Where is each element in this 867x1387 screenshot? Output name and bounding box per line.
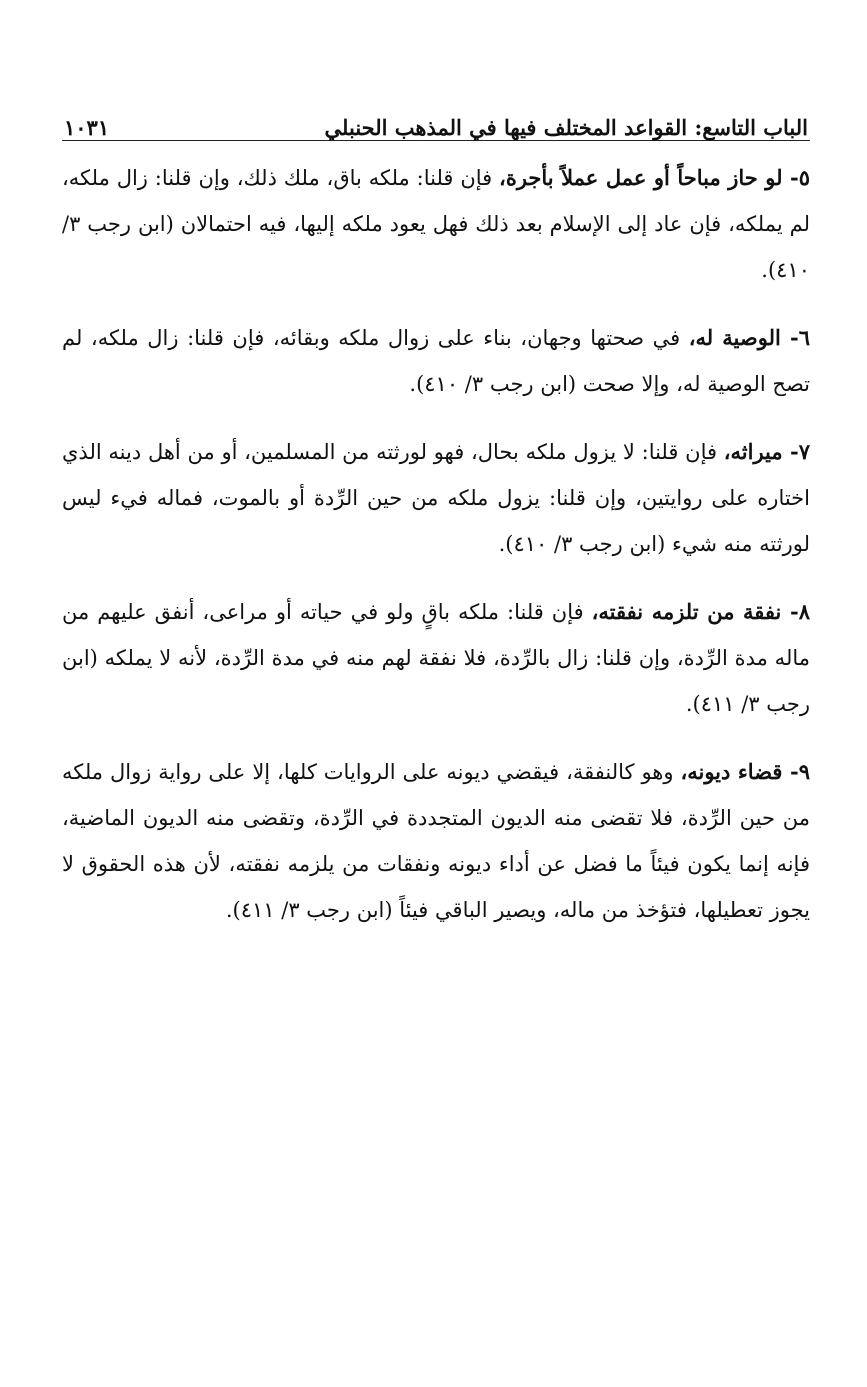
paragraph-text: فإن قلنا: ملكه باقٍ ولو في حياته أو مراعى، أنفق عليهم من ماله مدة الرِّدة، وإن قلنا: زال بالرِّدة، فلا نفقة لهم منه في مدة الرِّدة، لأنه لا يملكه (ابن رجب ٣/ ٤١١).	[62, 600, 810, 716]
paragraph-heading: ٦- الوصية له،	[688, 325, 810, 350]
paragraph-heading: ٥- لو حاز مباحاً أو عمل عملاً بأجرة،	[499, 165, 810, 190]
paragraph-text: في صحتها وجهان، بناء على زوال ملكه وبقائه، فإن قلنا: زال ملكه، لم تصح الوصية له، وإلا صحت (ابن رجب ٣/ ٤١٠).	[62, 326, 810, 396]
paragraph-text: فإن قلنا: لا يزول ملكه بحال، فهو لورثته من المسلمين، أو من أهل دينه الذي اختاره على روايتين، وإن قلنا: يزول ملكه من حين الرِّدة أو بالموت، فماله فيء ليس لورثته منه شيء (ابن رجب ٣/ ٤١٠).	[62, 440, 810, 556]
paragraph-heading: ٧- ميراثه،	[723, 439, 810, 464]
page	[62, 96, 810, 955]
paragraph-text: وهو كالنفقة، فيقضي ديونه على الروايات كلها، إلا على رواية زوال ملكه من حين الرِّدة، فلا تقضى منه الديون المتجددة في الرِّدة، وتقضى منه الديون الماضية، فإنه إنما يكون فيئاً ما فضل عن أداء ديونه ونفقات من يلزمه نفقته، لأن هذه الحقوق لا يجوز تعطيلها، فتؤخذ من ماله، ويصير الباقي فيئاً (ابن رجب ٣/ ٤١١).	[62, 760, 810, 922]
paragraph-8	[62, 589, 810, 727]
page-content	[62, 155, 810, 933]
paragraph-6	[62, 315, 810, 407]
running-header	[62, 96, 810, 141]
paragraph-heading: ٨- نفقة من تلزمه نفقته،	[591, 599, 811, 624]
paragraph-heading: ٩- قضاء ديونه،	[680, 759, 810, 784]
chapter-title: الباب التاسع: القواعد المختلف فيها في المذهب الحنبلي	[324, 115, 808, 140]
paragraph-9	[62, 749, 810, 933]
paragraph-5	[62, 155, 810, 293]
page-number: ١٠٣١	[64, 115, 110, 140]
paragraph-7	[62, 429, 810, 567]
paragraph-text: فإن قلنا: ملكه باق، ملك ذلك، وإن قلنا: زال ملكه، لم يملكه، فإن عاد إلى الإسلام بعد ذلك فهل يعود ملكه إليها، فيه احتمالان (ابن رجب ٣/ ٤١٠).	[62, 166, 810, 282]
